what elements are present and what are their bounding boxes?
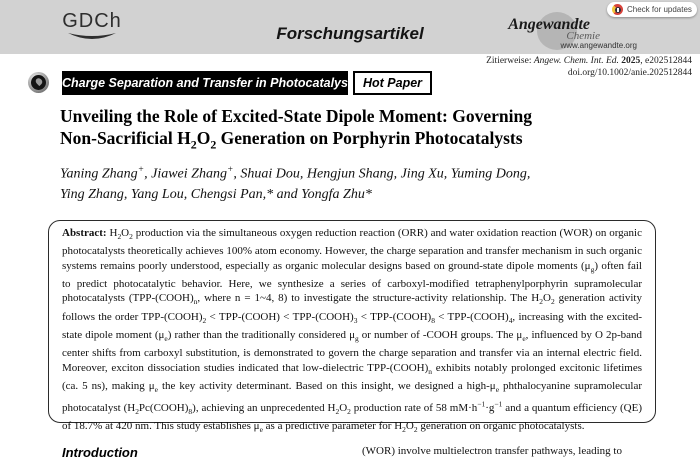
crossmark-icon	[612, 4, 623, 15]
angewandte-chemie-label: Chemie	[566, 30, 600, 42]
gdch-arc-icon	[67, 32, 117, 43]
gdch-logo-text: GDCh	[62, 10, 122, 32]
body-text-right-column: (WOR) involve multielectron transfer pathways, leading to	[362, 445, 622, 457]
topic-banner: Charge Separation and Transfer in Photocatalyst	[62, 71, 348, 95]
abstract-text: $H_2O_2$ production via the simultaneous oxygen reduction reaction (ORR) and water oxidation reaction (WOR) on organic photocatalysts theoretically achieves 100% atom economy. However, the charge separation and transfer mechanism in such organic systems remains poorly understood, especially as organic molecular designs based on ground-state dipole moments $(\mu_g)$ often fail to predict photocatalytic behavior. Here, we synthesize a series of carboxyl-modified tetraphenylporphyrin supramolecular photocatalysts ($TPP-(COOH)_n$, where n = 1~4, 8) to investigate the structure-activity relationship. The $H_2O_2$ generation activity follows the order TPP-$(COOH)_2$ < TPP-(COOH) < TPP-$(COOH)_3$ < TPP-$(COOH)_8$ < TPP-$(COOH)_4$, increasing with the excited-state dipole moment $(\mu_e)$ rather than the traditionally considered $\mu_g$ or number of -COOH groups. The $\mu_e$, influenced by O 2p-band center shifts from carboxyl substitution, is demonstrated to govern the charge separation and transfer via an internal electric field. Moreover, exciton dissociation studies indicated that low-dielectric TPP-$(COOH)_n$ exhibits notably prolonged excitonic lifetimes (ca. 5 ns), making $\mu_e$ the key activity determinant. Based on this insight, we designed a high-$\mu_e$ phthalocyanine supramolecular photocatalyst $(H_2Pc(COOH)_8)$, achieving an unprecedented $H_2O_2$ production rate of 58 $mM\cdot h^{-1}\cdot g^{-1}$ and a quantum efficiency (QE) of 18.7% at 420 nm. This study establishes $\mu_e$ as a predictive parameter for $H_2O_2$ generation on organic photocatalysts.	[62, 227, 643, 435]
abstract-label: Abstract:	[62, 227, 110, 239]
citation-year: 2025	[621, 56, 641, 66]
citation-block	[486, 56, 692, 79]
paper-title-line2: Non-Sacrificial $H_2O_2$ Generation on Porphyrin Photocatalysts	[60, 127, 523, 151]
paper-title-line1: Unveiling the Role of Excited-State Dipole Moment: Governing	[60, 106, 532, 126]
hot-paper-flame-icon	[28, 72, 49, 93]
hot-paper-badge: Hot Paper	[353, 71, 432, 95]
angewandte-url-link[interactable]: www.angewandte.org	[560, 41, 637, 50]
check-for-updates-button[interactable]	[607, 2, 697, 17]
journal-abbrev: Angew. Chem. Int. Ed.	[533, 56, 622, 66]
doi-link[interactable]: doi.org/10.1002/anie.202512844	[567, 67, 692, 78]
check-for-updates-label: Check for updates	[627, 5, 692, 14]
abstract-box	[48, 220, 656, 435]
author-list-line2: Ying Zhang, Yang Lou, Chengsi Pan,* and Yongfa Zhu*	[60, 186, 372, 202]
paper-title	[60, 106, 660, 156]
citation-line: Zitierweise: Angew. Chem. Int. Ed. 2025, e202512844	[486, 56, 692, 66]
article-type-label: Forschungsartikel	[276, 24, 424, 43]
gdch-logo	[62, 11, 122, 43]
author-list-line1: Yaning Zhang+, Jiawei Zhang+, Shuai Dou, Hengjun Shang, Jing Xu, Yuming Dong,	[60, 165, 531, 182]
introduction-heading: Introduction	[62, 445, 138, 460]
author-list	[60, 160, 660, 205]
header-band	[0, 0, 700, 54]
angewandte-logo: Angewandte	[508, 16, 590, 33]
citation-article-id: , e202512844	[640, 56, 692, 66]
